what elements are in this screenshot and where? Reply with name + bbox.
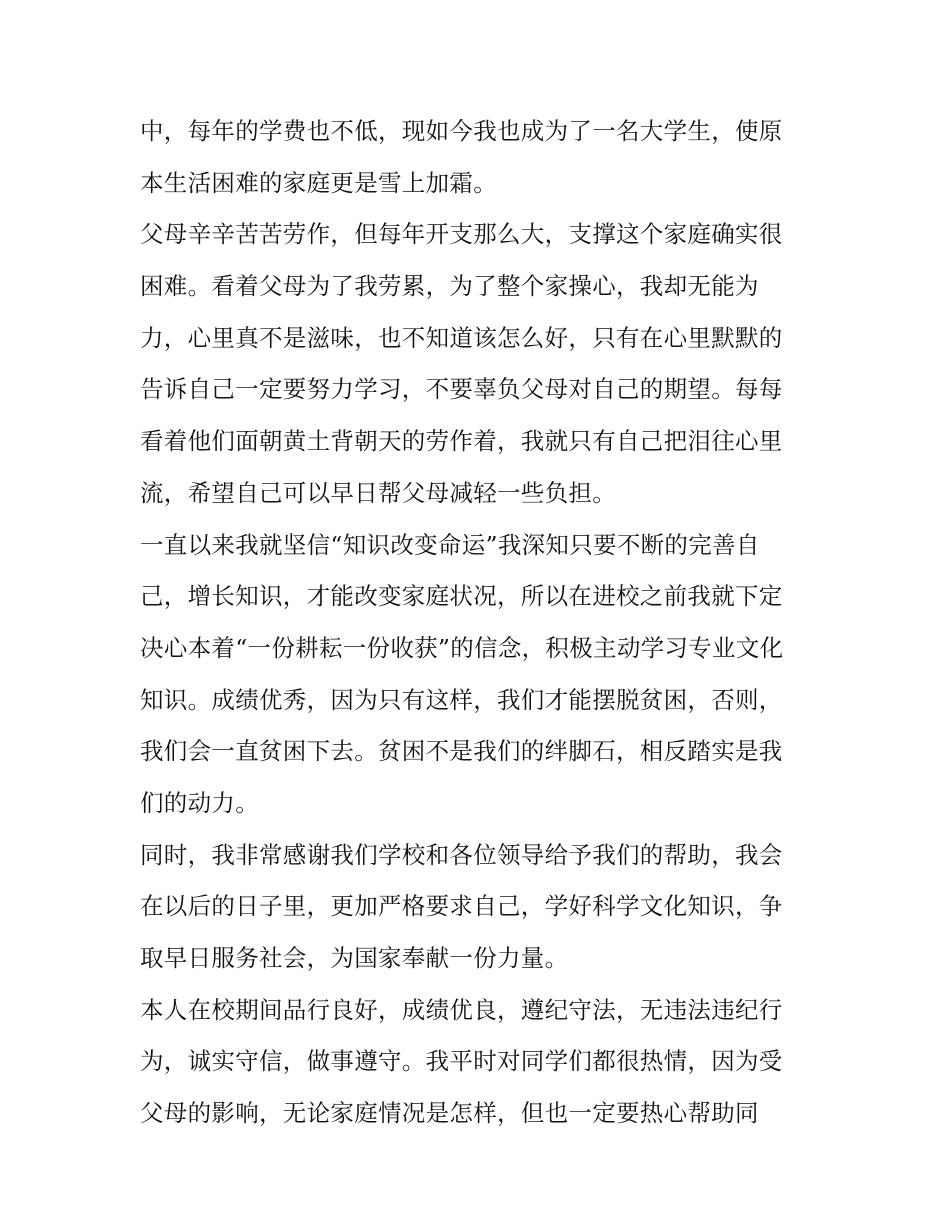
- text-line: 本生活困难的家庭更是雪上加霜。: [140, 168, 497, 197]
- body-text: [140, 106, 820, 1140]
- text-line: 一直以来我就坚信“知识改变命运”我深知只要不断的完善自: [140, 530, 760, 559]
- text-line: 父母的影响，无论家庭情况是怎样，但也一定要热心帮助同: [140, 1099, 759, 1128]
- text-line: 取早日服务社会，为国家奉献一份力量。: [140, 944, 569, 972]
- text-line: 在以后的日子里，更加严格要求自己，学好科学文化知识，争: [140, 892, 783, 921]
- text-line: 父母辛辛苦苦劳作，但每年开支那么大，支撑这个家庭确实很: [140, 220, 783, 249]
- text-line: 本人在校期间品行良好，成绩优良，遵纪守法，无违法违纪行: [140, 995, 783, 1024]
- text-line: 们的动力。: [140, 788, 259, 817]
- text-line: 告诉自己一定要努力学习，不要辜负父母对自己的期望。每每: [140, 375, 783, 404]
- text-line: 力，心里真不是滋味，也不知道该怎么好，只有在心里默默的: [140, 323, 783, 352]
- text-line: 中，每年的学费也不低，现如今我也成为了一名大学生，使原: [140, 117, 783, 145]
- text-line: 看着他们面朝黄土背朝天的劳作着，我就只有自己把泪往心里: [140, 427, 783, 456]
- text-line: 困难。看着父母为了我劳累，为了整个家操心，我却无能为: [140, 272, 759, 301]
- text-line: 我们会一直贫困下去。贫困不是我们的绊脚石，相反踏实是我: [140, 737, 783, 766]
- text-line: 知识。成绩优秀，因为只有这样，我们才能摆脱贫困，否则，: [140, 685, 783, 714]
- text-line: 为，诚实守信，做事遵守。我平时对同学们都很热情，因为受: [140, 1047, 783, 1076]
- text-line: 流，希望自己可以早日帮父母减轻一些负担。: [140, 478, 616, 507]
- text-line: 决心本着“一份耕耘一份收获”的信念，积极主动学习专业文化: [140, 633, 784, 662]
- text-line: 同时，我非常感谢我们学校和各位领导给予我们的帮助，我会: [140, 840, 783, 869]
- text-line: 己，增长知识，才能改变家庭状况，所以在进校之前我就下定: [140, 582, 783, 611]
